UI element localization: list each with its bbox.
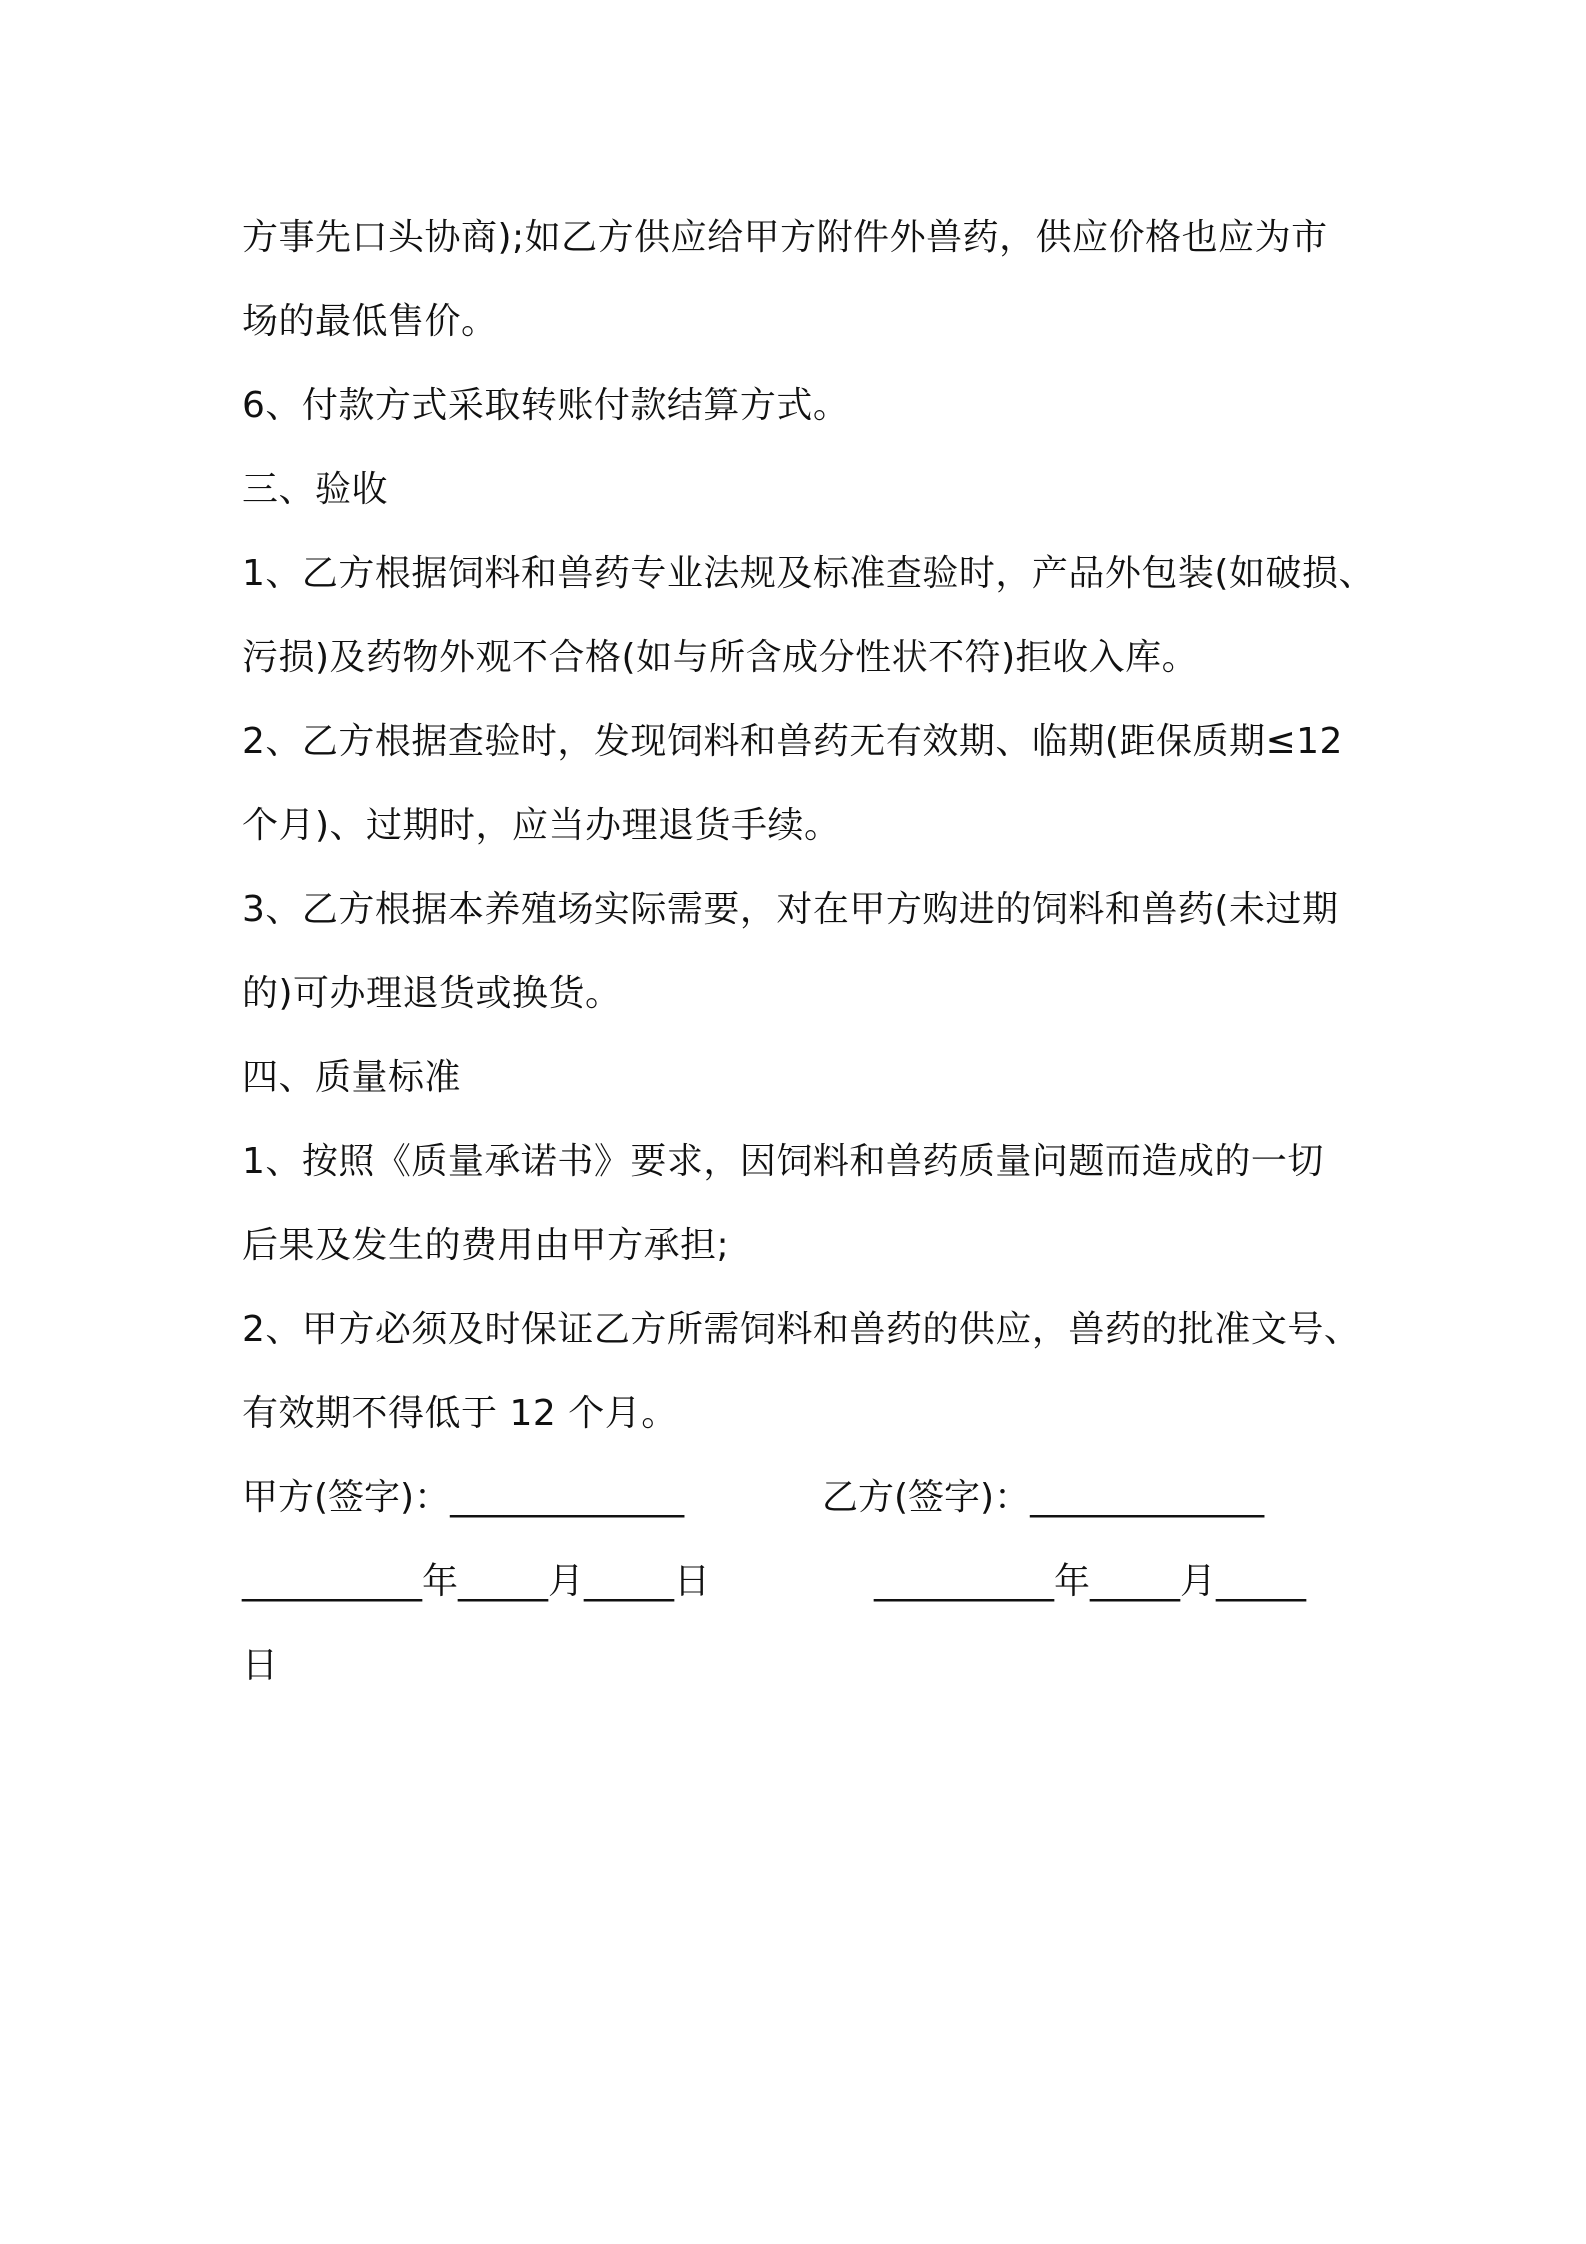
party-a-date: __________年_____月_____日 bbox=[242, 1561, 710, 1602]
text-line: 有效期不得低于 12 个月。 bbox=[242, 1393, 678, 1434]
text-line: 的)可办理退货或换货。 bbox=[242, 973, 622, 1014]
text-line: 后果及发生的费用由甲方承担; bbox=[242, 1225, 730, 1266]
text-line: 污损)及药物外观不合格(如与所含成分性状不符)拒收入库。 bbox=[242, 637, 1199, 678]
party-a-signature: 甲方(签字)：_____________ bbox=[242, 1477, 685, 1518]
party-b-date-day: 日 bbox=[242, 1645, 279, 1686]
text-line: 6、付款方式采取转账付款结算方式。 bbox=[242, 385, 850, 426]
document-body bbox=[242, 196, 1375, 1708]
text-line: 3、乙方根据本养殖场实际需要，对在甲方购进的饲料和兽药(未过期 bbox=[242, 889, 1339, 930]
text-line: 个月)、过期时，应当办理退货手续。 bbox=[242, 805, 841, 846]
text-line: 场的最低售价。 bbox=[242, 301, 498, 342]
text-line: 2、甲方必须及时保证乙方所需饲料和兽药的供应，兽药的批准文号、 bbox=[242, 1309, 1361, 1350]
date-row-continuation bbox=[242, 1624, 1362, 1708]
text-line: 1、乙方根据饲料和兽药专业法规及标准查验时，产品外包装(如破损、 bbox=[242, 553, 1375, 594]
date-row bbox=[242, 1540, 1362, 1624]
party-b-signature: 乙方(签字)：_____________ bbox=[822, 1477, 1265, 1518]
text-line: 2、乙方根据查验时，发现饲料和兽药无有效期、临期(距保质期≤12 bbox=[242, 721, 1343, 762]
text-line: 1、按照《质量承诺书》要求，因饲料和兽药质量问题而造成的一切 bbox=[242, 1141, 1324, 1182]
section-heading: 三、验收 bbox=[242, 469, 389, 510]
text-line: 方事先口头协商);如乙方供应给甲方附件外兽药，供应价格也应为市 bbox=[242, 217, 1328, 258]
section-heading: 四、质量标准 bbox=[242, 1057, 462, 1098]
party-b-date: __________年_____月_____ bbox=[874, 1561, 1306, 1602]
signature-row bbox=[242, 1456, 1362, 1540]
